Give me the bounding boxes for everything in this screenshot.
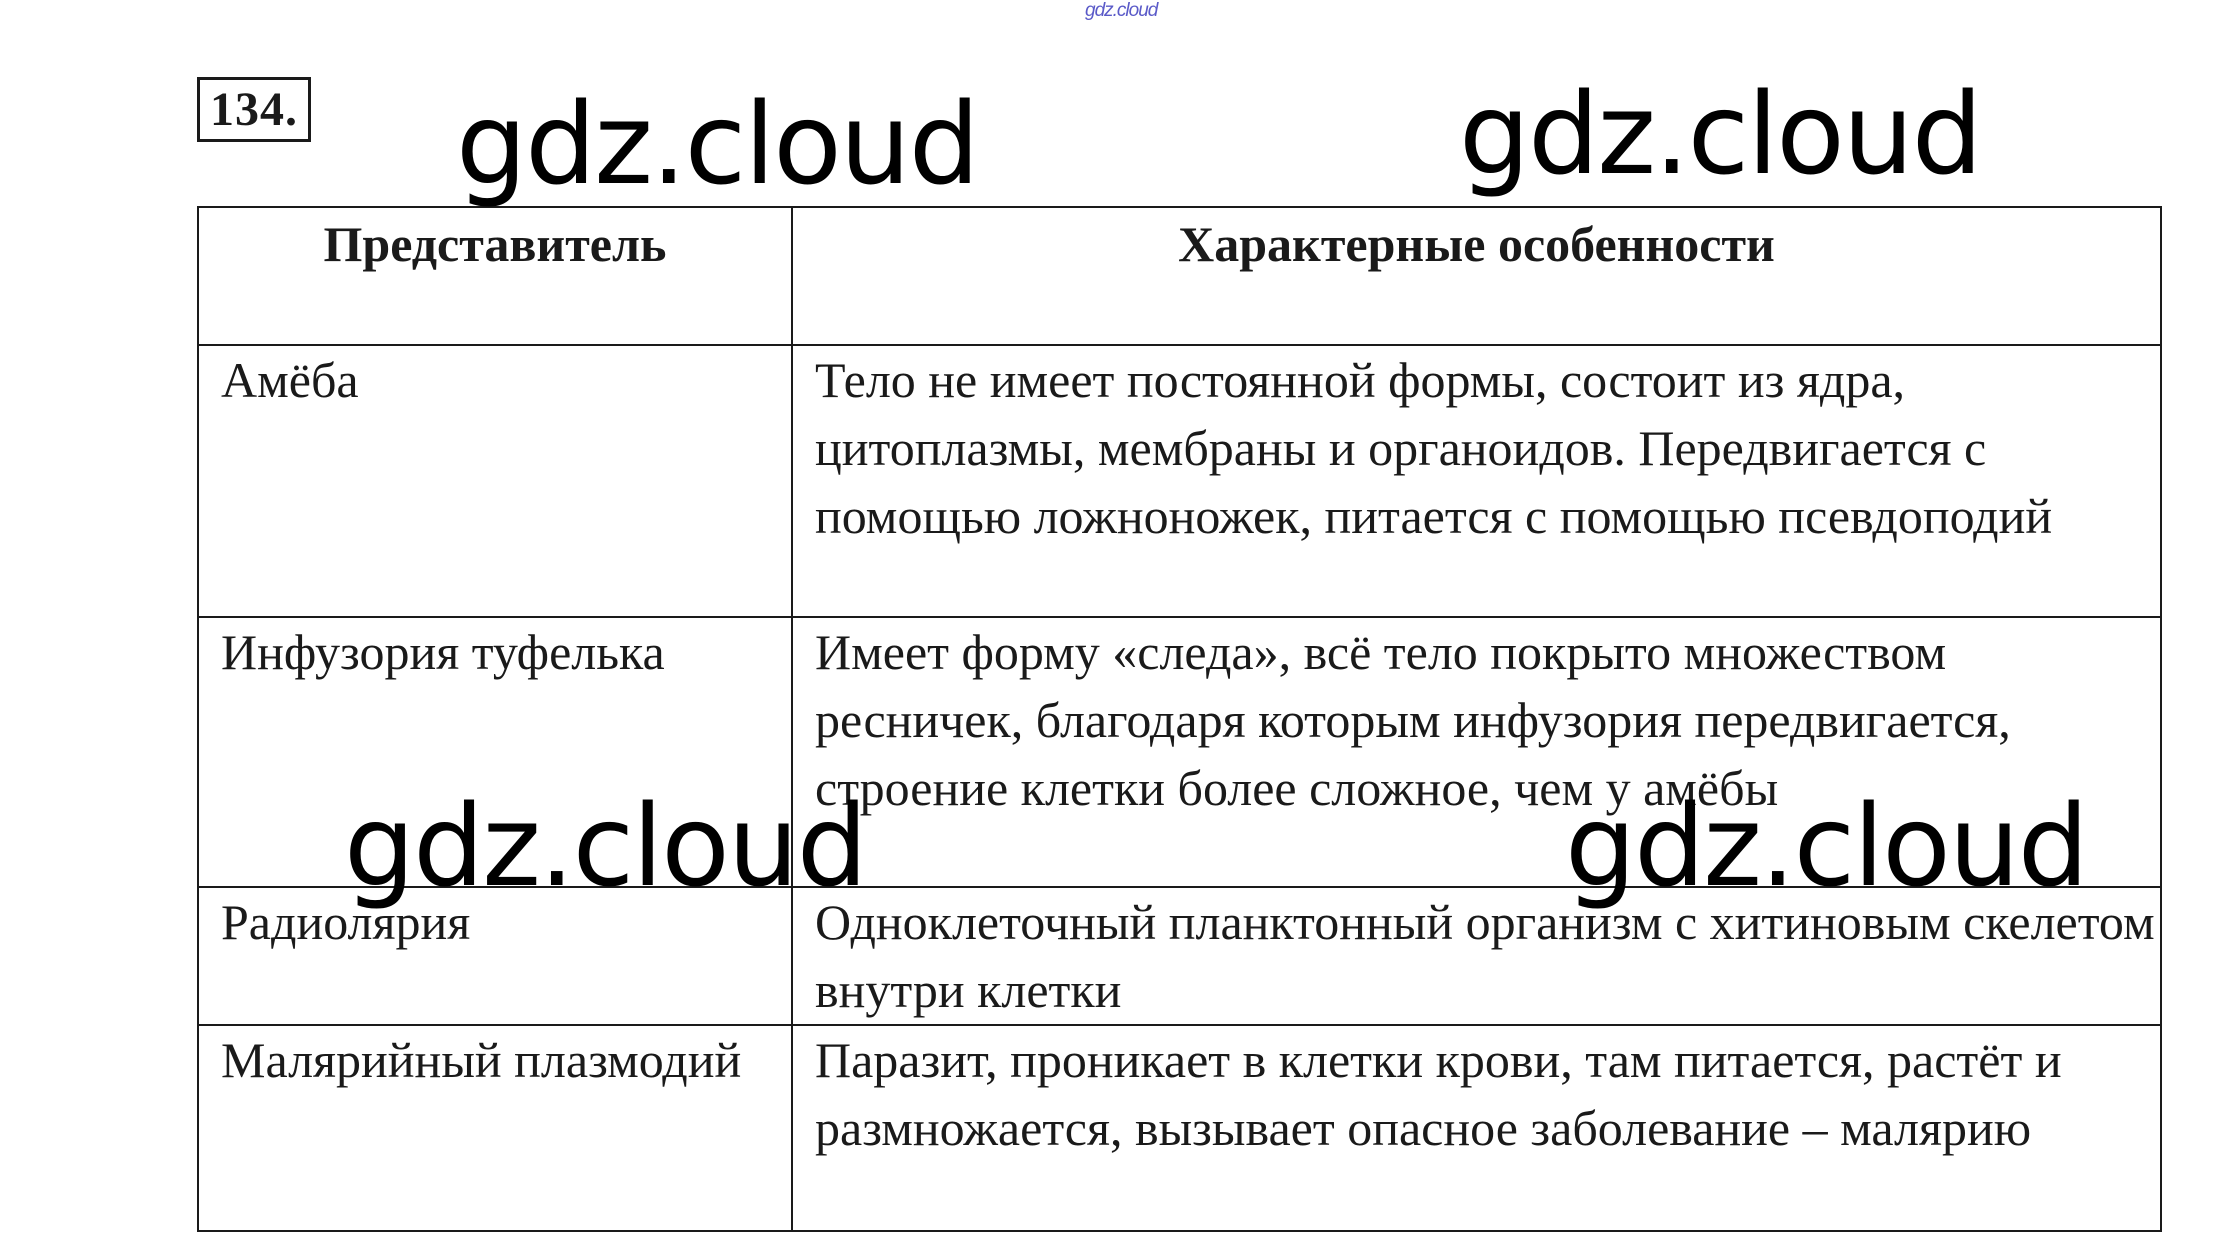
protozoa-table [197,206,2162,1232]
watermark: gdz.cloud [1565,782,2087,912]
table-header-row [198,207,2161,345]
watermark: gdz.cloud [344,782,866,912]
cell-representative: Амёба [198,345,792,617]
watermark: gdz.cloud [456,80,978,210]
cell-features: Паразит, проникает в клетки крови, там питается, растёт и размножается, вызывает опасное заболевание – малярию [792,1025,2161,1231]
cell-representative: Малярийный плазмодий [198,1025,792,1231]
header-features: Характерные особенности [792,207,2161,345]
cell-features: Тело не имеет постоянной формы, состоит из ядра, цитоплазмы, мембраны и органоидов. Передвигается с помощью ложноножек, питается с помощью псевдоподий [792,345,2161,617]
task-number [197,77,311,142]
watermark: gdz.cloud [1459,70,1981,200]
header-representative: Представитель [198,207,792,345]
task-number-label: 134. [197,77,311,142]
cell-features: Имеет форму «следа», всё тело покрыто множеством ресничек, благодаря которым инфузория передвигается, строение клетки более сложное, чем у амёбы [792,617,2161,887]
table-row [198,345,2161,617]
cell-representative: Радиолярия [198,887,792,1025]
table-row [198,1025,2161,1231]
top-watermark-text: gdz.cloud [1085,0,1158,21]
cell-representative: Инфузория туфелька [198,617,792,887]
cell-features: Одноклеточный планктонный организм с хитиновым скелетом внутри клетки [792,887,2161,1025]
